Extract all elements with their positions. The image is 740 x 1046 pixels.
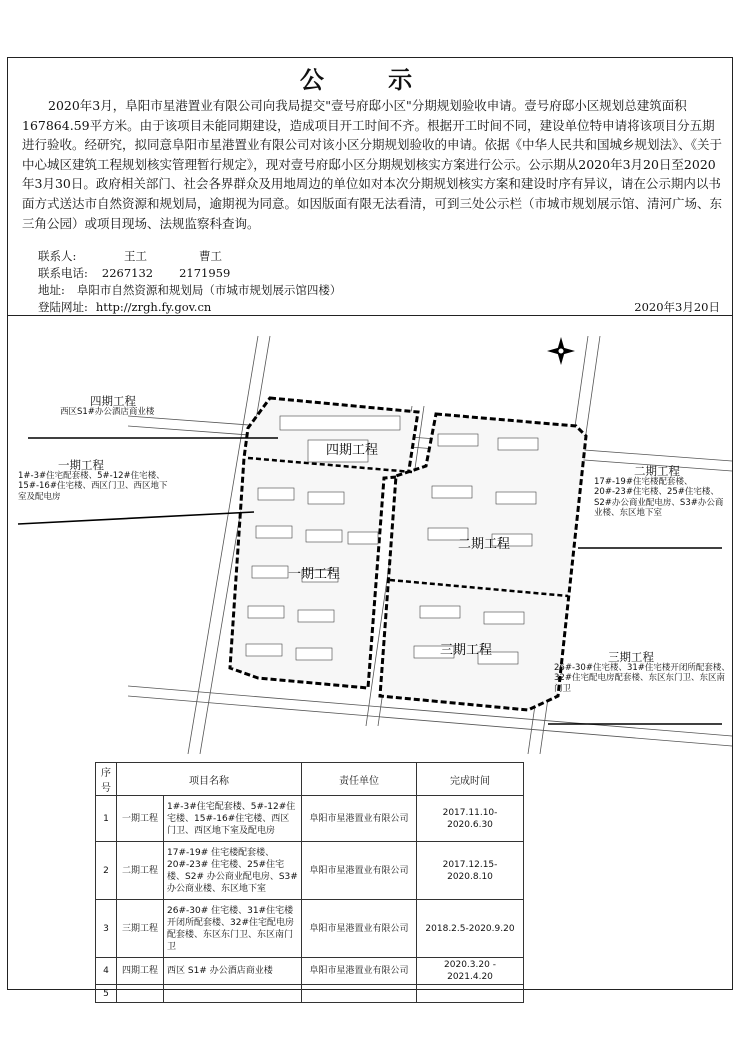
phone-row [38, 265, 230, 281]
callout-phase1-desc: 1#-3#住宅配套楼、5#-12#住宅楼、15#-16#住宅楼、西区门卫、西区地下室及配电房 [18, 470, 168, 502]
row-no: 2 [96, 842, 117, 900]
callout-phase2-desc: 17#-19#住宅楼配套楼、20#-23#住宅楼、25#住宅楼、S2#办公商业配电房、S3#办公商业楼、东区地下室 [594, 476, 724, 518]
contact-label: 联系人: [38, 249, 77, 263]
contact-name-1: 王工 [124, 249, 147, 263]
contact-name-2: 曹工 [199, 249, 222, 263]
callout-phase3-desc: 26#-30#住宅楼、31#住宅楼开闭所配套楼、32#住宅配电房配套楼、东区东门卫、东区南门卫 [554, 662, 730, 694]
callout-phase4-title: 四期工程 [90, 394, 136, 408]
header-completion-time: 完成时间 [417, 763, 524, 796]
row-time: 2017.11.10-2020.6.30 [417, 796, 524, 842]
contact-row [38, 248, 222, 264]
map-label-phase4: 四期工程 [326, 443, 379, 458]
notice-date: 2020年3月20日 [634, 300, 720, 314]
row-no: 5 [96, 985, 117, 1003]
notice-body: 2020年3月，阜阳市星港置业有限公司向我局提交"壹号府邸小区"分期规划验收申请。壹号府邸小区规划总建筑面积167864.59平方米。由于该项目未能同期建设，造成项目开工时间不齐。根据开工时间不同，建设单位特申请将该项目分五期进行验收。经研究，拟同意阜阳市星港置业有限公司对该小区分期规划验收的申请。依据《中华人民共和国城乡规划法》、《关于中心城区建筑工程规划核实管理暂行规定》，现对壹号府邸小区分期规划核实方案进行公示。公示期从2020年3月20日至2020年3月30日。政府相关部门、社会各界群众及用地周边的单位如对本次分期规划核实方案和建设时序有异议，请在公示期内以书面方式送达市自然资源和规划局，逾期视为同意。如因版面有限无法看清，可到三处公示栏（市城市规划展示馆、清河广场、东三角公园）或项目现场、法规监察科查询。 [22, 98, 723, 231]
website-row [38, 299, 211, 315]
phone-number-1: 2267132 [101, 266, 154, 280]
address-value: 阜阳市自然资源和规划局（市城市规划展示馆四楼） [76, 283, 342, 297]
table-header-row [96, 763, 524, 796]
header-responsible-unit: 责任单位 [302, 763, 417, 796]
table-row [96, 842, 524, 900]
map-label-phase3: 三期工程 [440, 643, 493, 658]
row-no: 3 [96, 900, 117, 958]
callout-phase4 [60, 396, 240, 417]
website-link[interactable]: http://zrgh.fy.gov.cn [95, 300, 212, 314]
row-unit: 阜阳市星港置业有限公司 [302, 842, 417, 900]
row-phase: 四期工程 [117, 958, 164, 985]
callout-phase1-title: 一期工程 [58, 458, 104, 472]
website-label: 登陆网址: [38, 300, 88, 314]
row-name: 17#-19# 住宅楼配套楼、20#-23# 住宅楼、25#住宅楼、S2# 办公商业配电房、S3#办公商业楼、东区地下室 [164, 842, 302, 900]
row-phase: 三期工程 [117, 900, 164, 958]
callout-phase3-title: 三期工程 [608, 650, 654, 664]
address-row [38, 282, 341, 298]
table-row [96, 796, 524, 842]
row-time: 2018.2.5-2020.9.20 [417, 900, 524, 958]
address-label: 地址: [38, 283, 65, 297]
table-row [96, 985, 524, 1003]
callout-phase3 [554, 652, 730, 694]
callout-phase1 [18, 460, 168, 502]
row-no: 1 [96, 796, 117, 842]
row-unit: 阜阳市星港置业有限公司 [302, 958, 417, 985]
phase-schedule-table [95, 762, 524, 1003]
row-time [417, 985, 524, 1003]
north-arrow-icon [547, 337, 575, 365]
row-no: 4 [96, 958, 117, 985]
row-name: 西区 S1# 办公酒店商业楼 [164, 958, 302, 985]
header-project-name: 项目名称 [117, 763, 302, 796]
row-phase: 一期工程 [117, 796, 164, 842]
callout-phase2 [594, 466, 728, 519]
row-time: 2020.3.20 - 2021.4.20 [417, 958, 524, 985]
map-label-phase2: 二期工程 [458, 537, 511, 552]
header-no: 序号 [96, 763, 117, 796]
row-phase: 二期工程 [117, 842, 164, 900]
table-row [96, 900, 524, 958]
row-unit: 阜阳市星港置业有限公司 [302, 900, 417, 958]
callout-phase4-desc: 西区S1#办公酒店商业楼 [60, 406, 155, 417]
row-name [164, 985, 302, 1003]
row-unit: 阜阳市星港置业有限公司 [302, 796, 417, 842]
notice-title: 公 示 [299, 65, 441, 94]
table-row [96, 958, 524, 985]
phone-label: 联系电话: [38, 266, 88, 280]
row-name: 26#-30# 住宅楼、31#住宅楼开闭所配套楼、32#住宅配电房配套楼、东区东门卫、东区南门卫 [164, 900, 302, 958]
row-phase [117, 985, 164, 1003]
map-label-phase1: 一期工程 [288, 567, 341, 582]
row-time: 2017.12.15-2020.8.10 [417, 842, 524, 900]
notice-frame [7, 57, 733, 999]
site-plan [8, 316, 732, 754]
phone-number-2: 2171959 [179, 266, 231, 280]
row-name: 1#-3#住宅配套楼、5#-12#住宅楼、15#-16#住宅楼、西区门卫、西区地下室及配电房 [164, 796, 302, 842]
row-unit [302, 985, 417, 1003]
notice-section [8, 58, 732, 316]
callout-phase2-title: 二期工程 [634, 464, 680, 478]
